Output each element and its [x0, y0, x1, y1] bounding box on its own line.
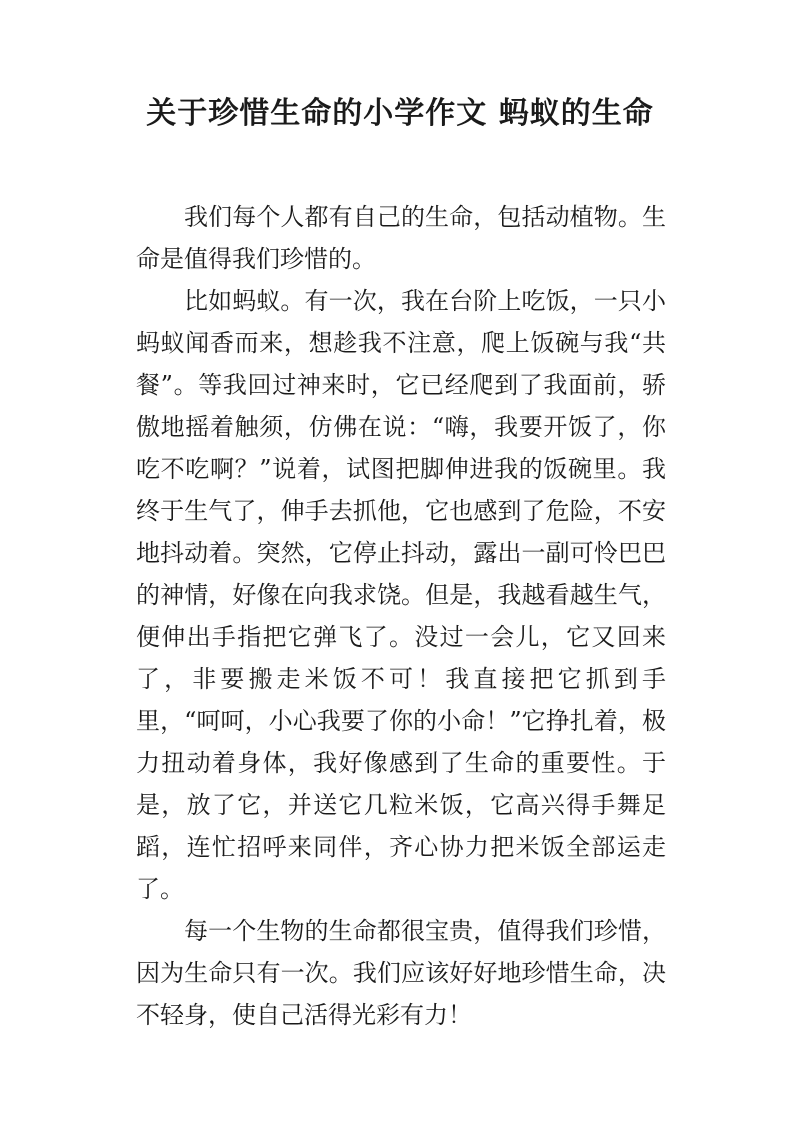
document-body — [136, 196, 666, 1036]
paragraph-conclusion: 每一个生物的生命都很宝贵，值得我们珍惜，因为生命只有一次。我们应该好好地珍惜生命，决不轻身，使自己活得光彩有力！ — [136, 917, 666, 1029]
paragraph-ant-story: 比如蚂蚁。有一次，我在台阶上吃饭，一只小蚂蚁闻香而来，想趁我不注意，爬上饭碗与我“共餐”。等我回过神来时，它已经爬到了我面前，骄傲地摇着触须，仿佛在说：“嗨，我要开饭了，你吃不吃啊？”说着，试图把脚伸进我的饭碗里。我终于生气了，伸手去抓他，它也感到了危险，不安地抖动着。突然，它停止抖动，露出一副可怜巴巴的神情，好像在向我求饶。但是，我越看越生气，便伸出手指把它弹飞了。没过一会儿，它又回来了，非要搬走米饭不可！我直接把它抓到手里，“呵呵，小心我要了你的小命！”它挣扎着，极力扭动着身体，我好像感到了生命的重要性。于是，放了它，并送它几粒米饭，它高兴得手舞足蹈，连忙招呼来同伴，齐心协力把米饭全部运走了。 — [136, 287, 666, 903]
paragraph-intro: 我们每个人都有自己的生命，包括动植物。生命是值得我们珍惜的。 — [136, 203, 666, 273]
document-title: 关于珍惜生命的小学作文 蚂蚁的生命 — [146, 96, 654, 131]
